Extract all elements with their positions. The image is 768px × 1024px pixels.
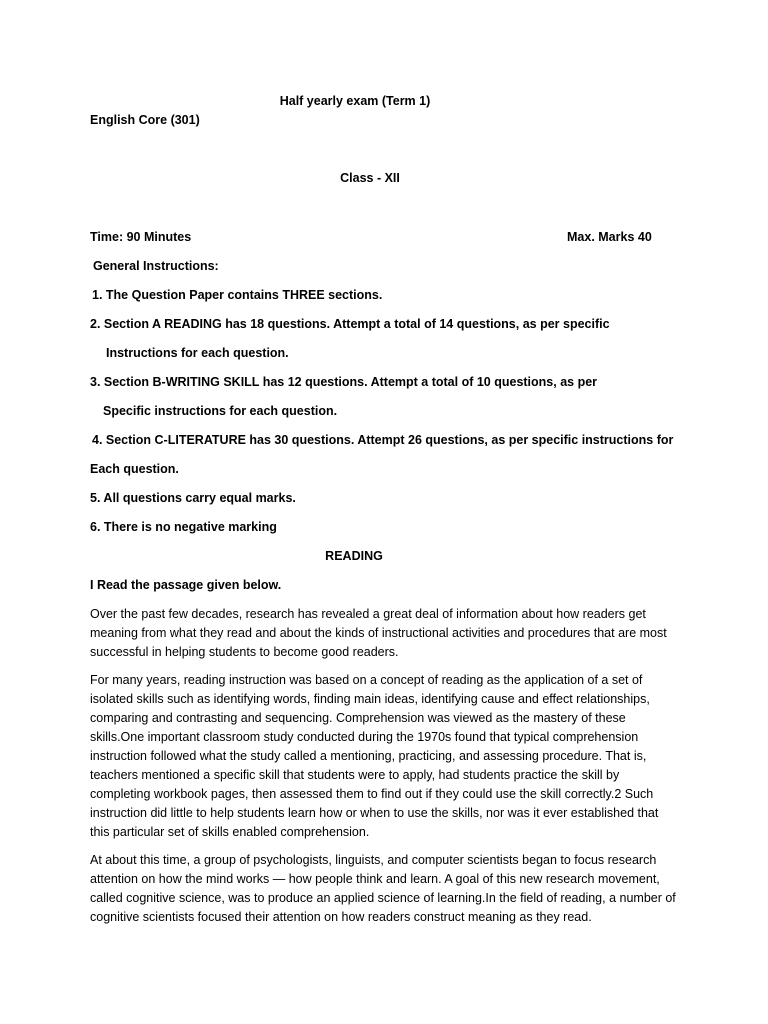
instructions-heading: General Instructions:: [93, 259, 219, 273]
time-label: Time: 90 Minutes: [90, 230, 192, 244]
passage-paragraph: At about this time, a group of psychologists, linguists, and computer scientists began to focus research attention on how the mind works — how people think and learn. A goal of this new research movement, called cognitive science, was to produce an applied science of learning.In the field of reading, a number of cognitive scientists focused their attention on how readers construct meaning as they read.: [90, 853, 676, 924]
subject-title: English Core (301): [90, 113, 200, 127]
class-label: Class - XII: [340, 171, 400, 185]
reading-prompt: I Read the passage given below.: [90, 578, 282, 592]
passage-paragraph: For many years, reading instruction was based on a concept of reading as the application of a set of isolated skills such as identifying words, finding main ideas, identifying cause and effect relationships, comparing and contrasting and sequencing. Comprehension was viewed as the mastery of these skills.One important classroom study conducted during the 1970s found that typical comprehension instruction followed what the study called a mentioning, practicing, and assessing procedure. That is, teachers mentioned a specific skill that students were to apply, had students practice the skill by completing workbook pages, then assessed them to find out if they could use the skill correctly.2 Such instruction did little to help students learn how or when to use the skills, nor was it ever established that this particular set of skills enabled comprehension.: [90, 673, 659, 839]
instruction-item: 2. Section A READING has 18 questions. Attempt a total of 14 questions, as per specific: [90, 317, 610, 331]
reading-section-title: READING: [325, 549, 383, 563]
passage-paragraph: Over the past few decades, research has revealed a great deal of information about how readers get meaning from what they read and about the kinds of instructional activities and procedures that are most successful in helping students to become good readers.: [90, 607, 667, 659]
instruction-item: Instructions for each question.: [106, 346, 289, 360]
instruction-item: 4. Section C-LITERATURE has 30 questions. Attempt 26 questions, as per specific instructions for: [92, 433, 674, 447]
instruction-item: 3. Section B-WRITING SKILL has 12 questions. Attempt a total of 10 questions, as per: [90, 375, 598, 389]
max-marks-label: Max. Marks 40: [567, 230, 652, 244]
instruction-item: Each question.: [90, 462, 179, 476]
instruction-item: 5. All questions carry equal marks.: [90, 491, 296, 505]
instruction-item: 1. The Question Paper contains THREE sections.: [92, 288, 383, 302]
exam-title: Half yearly exam (Term 1): [279, 94, 431, 108]
exam-page: [90, 0, 690, 1024]
instruction-item: 6. There is no negative marking: [90, 520, 277, 534]
instruction-item: Specific instructions for each question.: [103, 404, 338, 418]
